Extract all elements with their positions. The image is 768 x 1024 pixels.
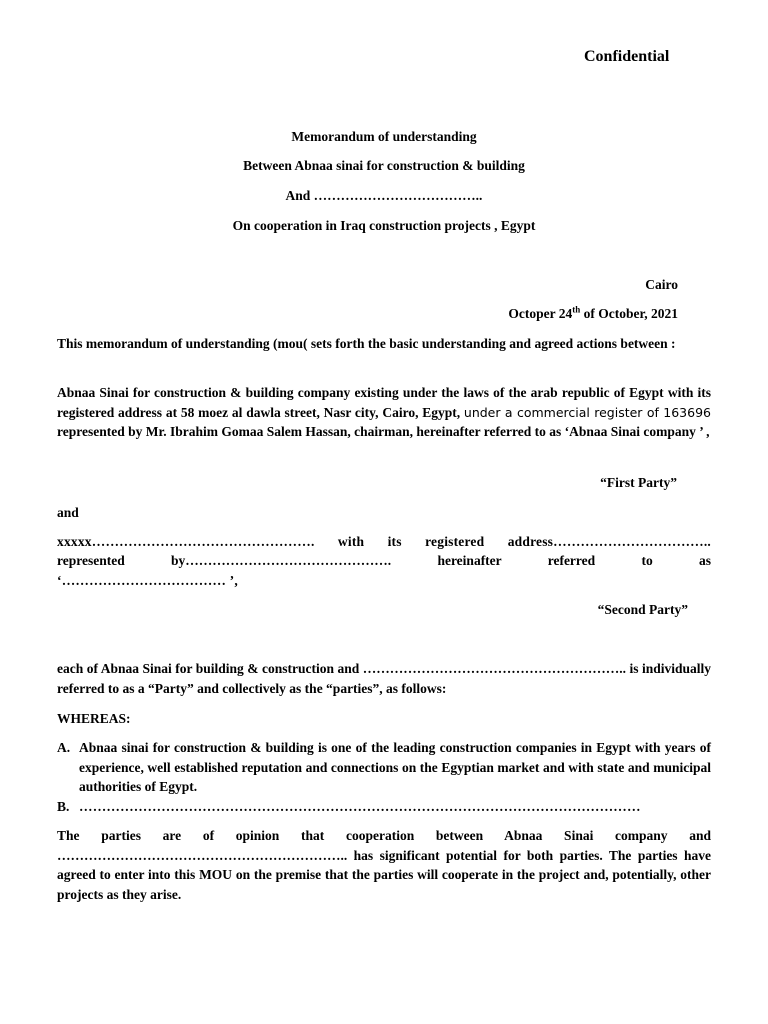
title-line-1: Memorandum of understanding <box>291 129 477 144</box>
first-party-text-a: Abnaa Sinai for construction & building company existing under the laws of the arab republic of Egypt with its registered address at 58 moez al dawla street, Nasr city, Cairo, Egypt, <box>57 385 711 420</box>
date-prefix: Octoper 24 <box>508 306 573 321</box>
whereas-item-b-marker: B. <box>57 799 70 814</box>
place-city: Cairo <box>645 277 678 292</box>
and-word: and <box>57 505 79 520</box>
second-party-line-3: ‘……………………………… ’, <box>57 573 238 588</box>
title-line-2: Between Abnaa sinai for construction & building <box>243 158 525 173</box>
intro-paragraph: This memorandum of understanding (mou( sets forth the basic understanding and agreed actions between : <box>57 336 676 351</box>
first-party-register-number: of 163696 <box>642 404 711 420</box>
document-date <box>360 304 678 324</box>
second-party-line-1: xxxxx…………………………………………. with its registered address…………………………….. <box>57 534 711 549</box>
first-party-paragraph <box>57 383 711 442</box>
first-party-register-label: under a commercial register <box>463 404 643 420</box>
title-line-3: And ……………………………….. <box>285 188 483 203</box>
whereas-item-b-text: …………………………………………………………………………………………………………… <box>79 799 641 814</box>
whereas-item-b <box>57 797 711 817</box>
first-party-text-d: represented by Mr. Ibrahim Gomaa Salem Hassan, chairman, hereinafter referred to as ‘Abnaa Sinai company ’ , <box>57 424 710 439</box>
second-party-line-2: represented by………………………………………. hereinafter referred to as <box>57 553 711 568</box>
whereas-heading: WHEREAS: <box>57 711 131 726</box>
whereas-item-a-text: Abnaa sinai for construction & building is one of the leading construction companies in Egypt with years of experience, well established reputation and connections on the Egyptian market and with state and municipal authorities of Egypt. <box>79 740 711 794</box>
second-party-label: “Second Party” <box>597 602 688 617</box>
confidential-label: Confidential <box>584 48 670 65</box>
date-ordinal: th <box>572 304 581 315</box>
date-suffix: of October, 2021 <box>580 306 678 321</box>
closing-paragraph: The parties are of opinion that cooperation between Abnaa Sinai company and ……………………………………………………….. has significant potential for both parties. The parties have agreed to enter into this MOU on the premise that the parties will cooperate in the project and, potentially, other projects as they arise. <box>57 828 711 902</box>
whereas-item-a <box>57 738 711 797</box>
first-party-label: “First Party” <box>600 475 677 490</box>
whereas-item-a-marker: A. <box>57 740 71 755</box>
collective-paragraph: each of Abnaa Sinai for building & construction and ………………………………………………….. is individually referred to as a “Party” and collectively as the “parties”, as follows: <box>57 661 711 696</box>
title-line-4: On cooperation in Iraq construction projects , Egypt <box>232 218 536 233</box>
